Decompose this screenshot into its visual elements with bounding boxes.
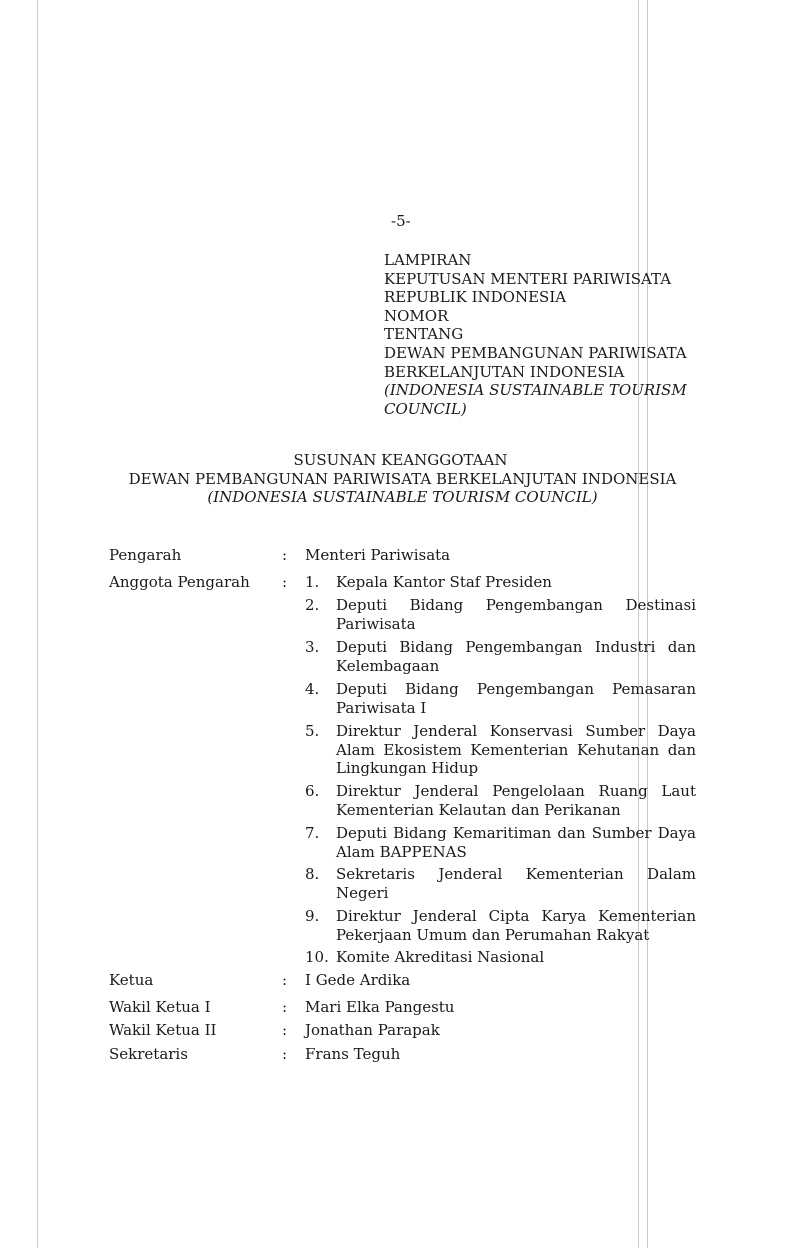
member-text: Deputi Bidang Pengembangan Industri dan Kelembagaan (336, 638, 696, 675)
title-line-3: (INDONESIA SUSTAINABLE TOURISM COUNCIL) (207, 488, 598, 507)
member-text: Direktur Jenderal Konservasi Sumber Daya Alam Ekosistem Kementerian Kehutanan dan Lingkungan Hidup (336, 722, 696, 778)
role-sekretaris: Sekretaris (109, 1045, 188, 1063)
value-ketua: I Gede Ardika (305, 971, 411, 989)
member-text: Direktur Jenderal Cipta Karya Kementerian Pekerjaan Umum dan Perumahan Rakyat (336, 907, 696, 944)
role-wakil-ketua-2: Wakil Ketua II (109, 1021, 217, 1039)
member-number: 1. (305, 573, 320, 591)
member-item (305, 907, 696, 944)
colon-wakil-ketua-1: : (282, 998, 288, 1016)
member-item (305, 638, 696, 675)
member-text: Deputi Bidang Pengembangan Pemasaran Pariwisata I (336, 680, 696, 717)
header-line-tentang: TENTANG (384, 325, 464, 344)
header-line-lampiran: LAMPIRAN (384, 251, 472, 269)
member-number: 10. (305, 948, 329, 966)
member-text: Komite Akreditasi Nasional (336, 948, 545, 966)
member-item (305, 722, 696, 778)
scan-line-left (37, 0, 38, 1248)
header-line-english-1: (INDONESIA SUSTAINABLE TOURISM (384, 381, 687, 400)
member-item (305, 573, 696, 592)
role-wakil-ketua-1: Wakil Ketua I (109, 998, 211, 1016)
member-text: Kepala Kantor Staf Presiden (336, 573, 552, 591)
colon-ketua: : (282, 971, 288, 989)
value-sekretaris: Frans Teguh (305, 1045, 401, 1063)
colon-anggota-pengarah: : (282, 573, 288, 591)
header-line-nomor: NOMOR (384, 306, 449, 325)
value-pengarah: Menteri Pariwisata (305, 546, 451, 564)
member-item (305, 865, 696, 902)
member-number: 3. (305, 638, 320, 656)
member-number: 8. (305, 865, 320, 883)
role-pengarah: Pengarah (109, 546, 182, 564)
member-text: Sekretaris Jenderal Kementerian Dalam Negeri (336, 865, 696, 902)
member-number: 5. (305, 722, 320, 740)
header-line-english-2: COUNCIL) (384, 399, 467, 418)
member-text: Deputi Bidang Pengembangan Destinasi Pariwisata (336, 596, 696, 633)
header-line-keputusan: KEPUTUSAN MENTERI PARIWISATA (384, 269, 672, 288)
header-line-dewan: DEWAN PEMBANGUNAN PARIWISATA (384, 343, 687, 362)
member-number: 9. (305, 907, 320, 925)
value-wakil-ketua-1: Mari Elka Pangestu (305, 998, 455, 1016)
member-item (305, 596, 696, 633)
member-text: Direktur Jenderal Pengelolaan Ruang Laut Kementerian Kelautan dan Perikanan (336, 782, 696, 819)
title-line-1: SUSUNAN KEANGGOTAAN (293, 451, 508, 469)
colon-wakil-ketua-2: : (282, 1021, 288, 1039)
header-line-berkelanjutan: BERKELANJUTAN INDONESIA (384, 362, 625, 381)
member-item (305, 782, 696, 819)
page-number: -5- (391, 212, 411, 230)
attachment-header (384, 251, 704, 418)
member-number: 2. (305, 596, 320, 614)
member-text: Deputi Bidang Kemaritiman dan Sumber Daya Alam BAPPENAS (336, 824, 696, 861)
value-wakil-ketua-2: Jonathan Parapak (305, 1021, 440, 1039)
colon-pengarah: : (282, 546, 288, 564)
member-number: 4. (305, 680, 320, 698)
member-number: 7. (305, 824, 320, 842)
member-number: 6. (305, 782, 320, 800)
role-ketua: Ketua (109, 971, 154, 989)
header-line-republik: REPUBLIK INDONESIA (384, 288, 567, 307)
member-item (305, 948, 696, 967)
member-item (305, 824, 696, 861)
document-title (0, 451, 805, 507)
title-line-2: DEWAN PEMBANGUNAN PARIWISATA BERKELANJUTAN INDONESIA (128, 469, 677, 488)
role-anggota-pengarah: Anggota Pengarah (109, 573, 250, 591)
colon-sekretaris: : (282, 1045, 288, 1063)
member-item (305, 680, 696, 717)
